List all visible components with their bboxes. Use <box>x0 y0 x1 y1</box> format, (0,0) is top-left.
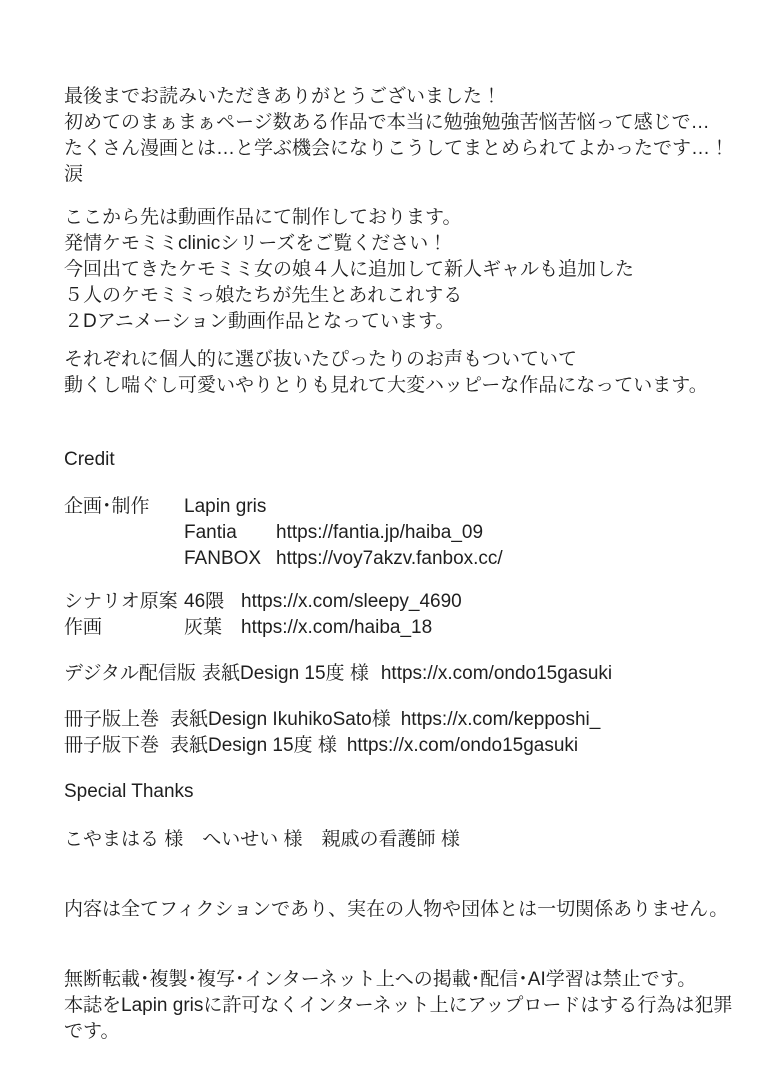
credit-row <box>64 546 737 572</box>
text-line: ２Dアニメーション動画作品となっています。 <box>64 311 455 332</box>
copyright-notice <box>64 967 737 1045</box>
credit-role-label: シナリオ原案 <box>64 591 178 612</box>
credit-name: 46隈 <box>184 591 225 612</box>
text-line: こやまはる 様 へいせい 様 親戚の看護師 様 <box>64 829 460 850</box>
text-line: 今回出てきたケモミミ女の娘４人に追加して新人ギャルも追加した <box>64 259 635 280</box>
text-line: 初めてのまぁまぁページ数ある作品で本当に勉強勉強苦悩苦悩って感じで… <box>64 112 710 133</box>
text-line: 内容は全てフィクションであり、実在の人物や団体とは一切関係ありません。 <box>64 899 729 920</box>
fiction-disclaimer <box>64 897 737 923</box>
text-line: 本誌をLapin grisに許可なくインターネット上にアップロードはする行為は犯罪です。 <box>64 995 733 1042</box>
special-thanks-heading <box>64 779 737 805</box>
video-series-paragraph <box>64 205 737 335</box>
link-url: https://x.com/ondo15gasuki <box>380 663 613 684</box>
credit-role-label: 作画 <box>64 617 103 638</box>
section-title: Special Thanks <box>64 781 194 802</box>
voice-paragraph <box>64 347 737 399</box>
thanks-paragraph <box>64 84 737 188</box>
credit-staff-block <box>64 589 737 641</box>
link-url: https://fantia.jp/haiba_09 <box>276 522 484 543</box>
credit-row <box>64 707 737 733</box>
credit-role-label: 企画･制作 <box>64 496 150 517</box>
credit-planning-block <box>64 494 737 572</box>
credit-name: 表紙Design IkuhikoSato様 <box>170 709 391 730</box>
credit-row <box>64 494 737 520</box>
text-line: 最後までお読みいただきありがとうございました！ <box>64 86 502 107</box>
link-service-label: Fantia <box>184 522 237 543</box>
credit-name: 灰葉 <box>184 617 223 638</box>
link-url: https://x.com/kepposhi_ <box>400 709 601 730</box>
credit-booklet-block <box>64 707 737 759</box>
text-line: 無断転載･複製･複写･インターネット上への掲載･配信･AI学習は禁止です。 <box>64 969 697 990</box>
credit-row <box>64 520 737 546</box>
credit-name: 表紙Design 15度 様 <box>170 735 337 756</box>
text-line: 発情ケモミミclinicシリーズをご覧ください！ <box>64 233 448 254</box>
link-url: https://voy7akzv.fanbox.cc/ <box>276 548 503 569</box>
special-thanks-names <box>64 827 737 853</box>
text-line: 動くし喘ぐし可愛いやりとりも見れて大変ハッピーな作品になっています。 <box>64 375 708 396</box>
credit-role-label: 冊子版上巻 <box>64 709 160 730</box>
section-title: Credit <box>64 449 115 470</box>
credit-name: Lapin gris <box>184 496 267 517</box>
text-line: それぞれに個人的に選び抜いたぴったりのお声もついていて <box>64 349 578 370</box>
link-url: https://x.com/ondo15gasuki <box>346 735 579 756</box>
credit-digital-block <box>64 661 737 687</box>
text-line: ５人のケモミミっ娘たちが先生とあれこれする <box>64 285 463 306</box>
credit-row <box>64 615 737 641</box>
link-url: https://x.com/sleepy_4690 <box>241 591 462 612</box>
credit-row <box>64 589 737 615</box>
text-line: たくさん漫画とは…と学ぶ機会になりこうしてまとめられてよかったです…！涙 <box>64 138 730 185</box>
text-line: ここから先は動画作品にて制作しております。 <box>64 207 462 228</box>
credit-name: 表紙Design 15度 様 <box>202 663 369 684</box>
link-url: https://x.com/haiba_18 <box>241 617 433 638</box>
credit-row <box>64 661 737 687</box>
credit-row <box>64 733 737 759</box>
link-service-label: FANBOX <box>184 548 262 569</box>
credit-role-label: 冊子版下巻 <box>64 735 160 756</box>
credit-role-label: デジタル配信版 <box>64 663 196 684</box>
credit-heading <box>64 447 737 473</box>
